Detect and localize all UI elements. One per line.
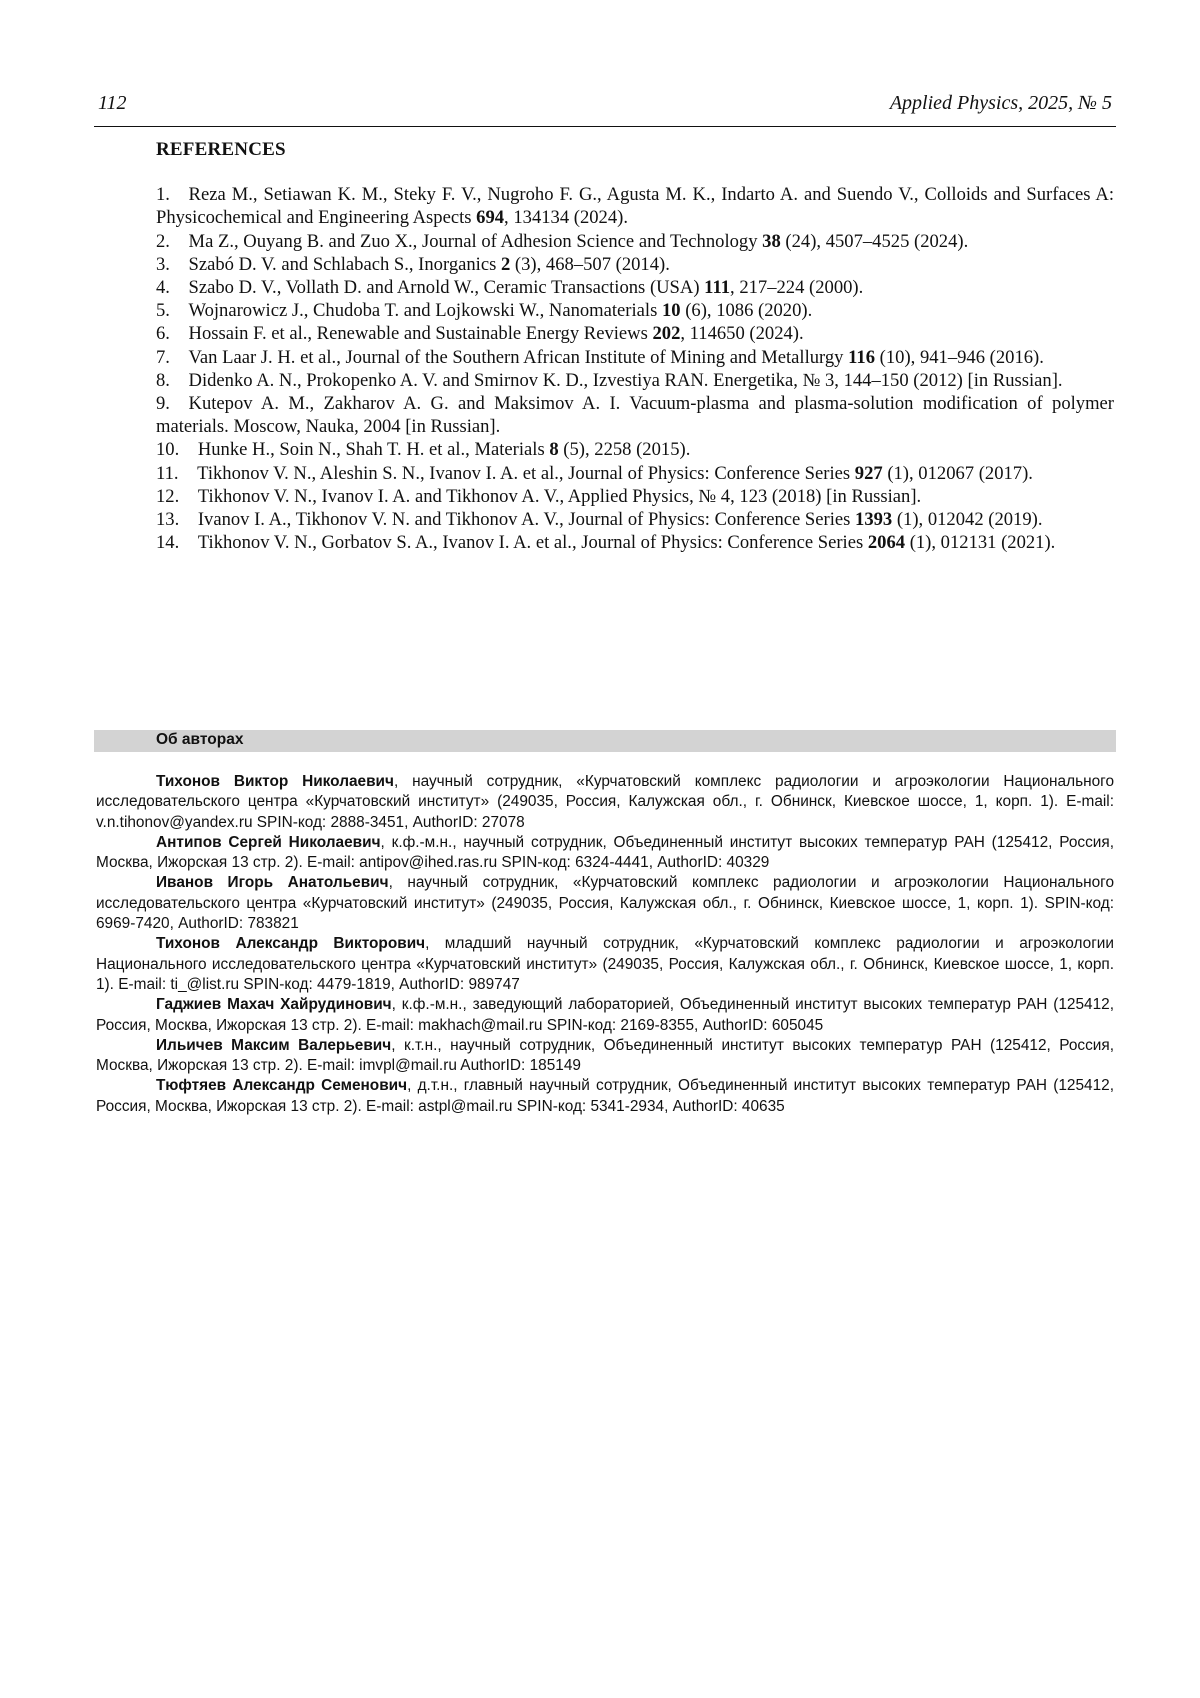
reference-item bbox=[156, 462, 1114, 485]
author-details: , к.т.н., научный сотрудник, Объединенный институт высоких температур РАН (125412, Россия, Москва, Ижорская 13 стр. 2). E-mail: imvpl@mail.ru AuthorID: 185149 bbox=[96, 1037, 1114, 1074]
reference-volume: 202 bbox=[652, 323, 680, 344]
reference-text: 10. Hunke H., Soin N., Shah T. H. et al., Materials bbox=[156, 439, 549, 460]
page bbox=[0, 0, 1200, 1698]
reference-volume: 116 bbox=[848, 347, 875, 368]
reference-text: 7. Van Laar J. H. et al., Journal of the Southern African Institute of Mining and Metallurgy bbox=[156, 347, 848, 368]
reference-text: 11. Tikhonov V. N., Aleshin S. N., Ivanov I. A. et al., Journal of Physics: Conference Series bbox=[156, 463, 855, 484]
author-name: Ильичев Максим Валерьевич bbox=[156, 1037, 391, 1054]
reference-volume: 2 bbox=[501, 254, 510, 275]
reference-text: 6. Hossain F. et al., Renewable and Sustainable Energy Reviews bbox=[156, 323, 652, 344]
reference-text-tail: (24), 4507–4525 (2024). bbox=[781, 231, 968, 252]
reference-text-tail: (5), 2258 (2015). bbox=[559, 439, 691, 460]
authors-section-bar bbox=[94, 730, 1116, 752]
author-item bbox=[96, 772, 1114, 833]
reference-volume: 694 bbox=[476, 207, 504, 228]
authors-section-title: Об авторах bbox=[156, 731, 243, 749]
reference-volume: 38 bbox=[762, 231, 781, 252]
reference-item bbox=[156, 276, 1114, 299]
author-details: , д.т.н., главный научный сотрудник, Объединенный институт высоких температур РАН (125412, Россия, Москва, Ижорская 13 стр. 2). E-mail: astpl@mail.ru SPIN-код: 5341-2934, AuthorID: 40635 bbox=[96, 1077, 1114, 1114]
author-item bbox=[96, 1036, 1114, 1077]
reference-item bbox=[156, 253, 1114, 276]
references-title: REFERENCES bbox=[156, 138, 1114, 161]
reference-text-tail: (6), 1086 (2020). bbox=[681, 300, 813, 321]
reference-volume: 2064 bbox=[868, 532, 905, 553]
reference-volume: 111 bbox=[704, 277, 730, 298]
reference-volume: 927 bbox=[855, 463, 883, 484]
author-details: , научный сотрудник, «Курчатовский комплекс радиологии и агроэкологии Национального исследовательского центра «Курчатовский институт» (249035, Россия, Калужская обл., г. Обнинск, Киевское шоссе, 1, корп. 1). SPIN-код: 6969-7420, AuthorID: 783821 bbox=[96, 874, 1114, 932]
author-name: Иванов Игорь Анатольевич bbox=[156, 874, 389, 891]
reference-volume: 10 bbox=[662, 300, 681, 321]
reference-text: 5. Wojnarowicz J., Chudoba T. and Lojkowski W., Nanomaterials bbox=[156, 300, 662, 321]
reference-item bbox=[156, 299, 1114, 322]
reference-text-tail: , 114650 (2024). bbox=[680, 323, 803, 344]
reference-text-tail: , 134134 (2024). bbox=[504, 207, 628, 228]
references-list bbox=[156, 183, 1114, 554]
running-header bbox=[94, 92, 1116, 120]
reference-item bbox=[156, 438, 1114, 461]
reference-item bbox=[156, 346, 1114, 369]
reference-item bbox=[156, 369, 1114, 392]
reference-item bbox=[156, 485, 1114, 508]
reference-text: 14. Tikhonov V. N., Gorbatov S. A., Ivanov I. A. et al., Journal of Physics: Conference Series bbox=[156, 532, 868, 553]
reference-text: 1. Reza M., Setiawan K. M., Steky F. V., Nugroho F. G., Agusta M. K., Indarto A. and Suendo V., Colloids and Surfaces A: Physicochemical and Engineering Aspects bbox=[156, 184, 1114, 228]
author-item bbox=[96, 995, 1114, 1036]
author-name: Тихонов Александр Викторович bbox=[156, 935, 425, 952]
reference-text-tail: (1), 012042 (2019). bbox=[892, 509, 1042, 530]
author-details: , к.ф.-м.н., научный сотрудник, Объединенный институт высоких температур РАН (125412, Россия, Москва, Ижорская 13 стр. 2). E-mail: antipov@ihed.ras.ru SPIN-код: 6324-4441, AuthorID: 40329 bbox=[96, 834, 1114, 871]
reference-text: 2. Ma Z., Ouyang B. and Zuo X., Journal of Adhesion Science and Technology bbox=[156, 231, 762, 252]
authors-list bbox=[96, 772, 1114, 1117]
reference-text-tail: (1), 012067 (2017). bbox=[883, 463, 1033, 484]
author-item bbox=[96, 833, 1114, 874]
author-name: Гаджиев Махач Хайрудинович bbox=[156, 996, 392, 1013]
reference-item bbox=[156, 230, 1114, 253]
reference-text: 9. Kutepov A. M., Zakharov A. G. and Maksimov A. I. Vacuum-plasma and plasma-solution modification of polymer materials. Moscow, Nauka, 2004 [in Russian]. bbox=[156, 393, 1114, 437]
author-name: Тюфтяев Александр Семенович bbox=[156, 1077, 407, 1094]
reference-text: 8. Didenko A. N., Prokopenko A. V. and Smirnov K. D., Izvestiya RAN. Energetika, № 3, 144–150 (2012) [in Russian]. bbox=[156, 370, 1063, 391]
author-item bbox=[96, 934, 1114, 995]
reference-text: 13. Ivanov I. A., Tikhonov V. N. and Tikhonov A. V., Journal of Physics: Conference Series bbox=[156, 509, 855, 530]
author-details: , к.ф.-м.н., заведующий лабораторией, Объединенный институт высоких температур РАН (125412, Россия, Москва, Ижорская 13 стр. 2). E-mail: makhach@mail.ru SPIN-код: 2169-8355, AuthorID: 605045 bbox=[96, 996, 1114, 1033]
reference-item bbox=[156, 531, 1114, 554]
reference-item bbox=[156, 183, 1114, 229]
reference-text: 4. Szabo D. V., Vollath D. and Arnold W., Ceramic Transactions (USA) bbox=[156, 277, 704, 298]
reference-text-tail: (10), 941–946 (2016). bbox=[875, 347, 1044, 368]
reference-volume: 8 bbox=[549, 439, 558, 460]
author-name: Тихонов Виктор Николаевич bbox=[156, 773, 394, 790]
reference-volume: 1393 bbox=[855, 509, 892, 530]
references-section bbox=[156, 138, 1114, 554]
header-rule bbox=[94, 126, 1116, 127]
reference-text-tail: (3), 468–507 (2014). bbox=[510, 254, 670, 275]
reference-text-tail: (1), 012131 (2021). bbox=[905, 532, 1055, 553]
reference-text: 3. Szabó D. V. and Schlabach S., Inorganics bbox=[156, 254, 501, 275]
reference-item bbox=[156, 322, 1114, 345]
author-details: , младший научный сотрудник, «Курчатовский комплекс радиологии и агроэкологии Национального исследовательского центра «Курчатовский институт» (249035, Россия, Калужская обл., г. Обнинск, Киевское шоссе, 1, корп. 1). E-mail: ti_@list.ru SPIN-код: 4479-1819, AuthorID: 989747 bbox=[96, 935, 1114, 993]
author-details: , научный сотрудник, «Курчатовский комплекс радиологии и агроэкологии Национального исследовательского центра «Курчатовский институт» (249035, Россия, Калужская обл., г. Обнинск, Киевское шоссе, 1, корп. 1). E-mail: v.n.tihonov@yandex.ru SPIN-код: 2888-3451, AuthorID: 27078 bbox=[96, 773, 1114, 831]
author-item bbox=[96, 873, 1114, 934]
author-name: Антипов Сергей Николаевич bbox=[156, 834, 381, 851]
author-item bbox=[96, 1076, 1114, 1117]
page-number: 112 bbox=[98, 92, 127, 115]
reference-text: 12. Tikhonov V. N., Ivanov I. A. and Tikhonov A. V., Applied Physics, № 4, 123 (2018) [in Russian]. bbox=[156, 486, 921, 507]
reference-item bbox=[156, 508, 1114, 531]
journal-name: Applied Physics, 2025, № 5 bbox=[890, 92, 1112, 115]
reference-item bbox=[156, 392, 1114, 438]
reference-text-tail: , 217–224 (2000). bbox=[730, 277, 863, 298]
